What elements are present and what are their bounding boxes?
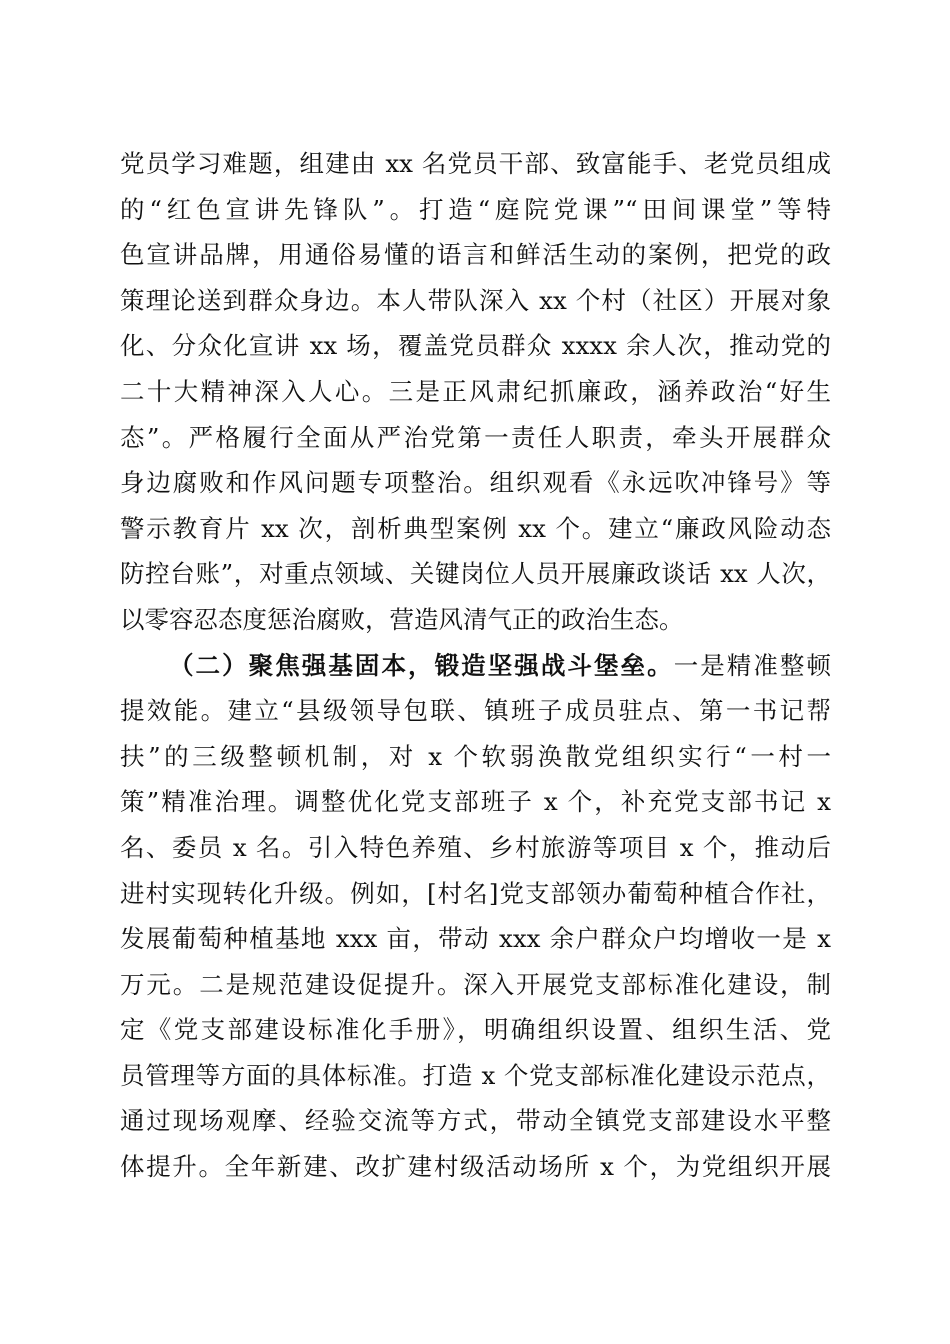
text-line: 体提升。全年新建、改扩建村级活动场所 x 个，为党组织开展: [120, 1152, 831, 1182]
text-line: 提效能。建立“县级领导包联、镇班子成员驻点、第一书记帮: [120, 696, 831, 726]
text-line: 以零容忍态度惩治腐败，营造风清气正的政治生态。: [120, 604, 684, 634]
text-line: 员管理等方面的具体标准。打造 x 个党支部标准化建设示范点，: [120, 1060, 831, 1090]
text-line: 定《党支部建设标准化手册》，明确组织设置、组织生活、党: [120, 1015, 831, 1045]
text-line: 身边腐败和作风问题专项整治。组织观看《永远吹冲锋号》等: [120, 468, 831, 498]
paragraph-1: [120, 141, 831, 643]
paragraph-2: [120, 643, 831, 1190]
text-line: 二十大精神深入人心。三是正风肃纪抓廉政，涵养政治“好生: [120, 376, 831, 406]
text-line: 警示教育片 xx 次，剖析典型案例 xx 个。建立“廉政风险动态: [120, 513, 831, 543]
section-heading: （二）聚焦强基固本，锻造坚强战斗堡垒。: [169, 650, 674, 680]
text-line: 态”。严格履行全面从严治党第一责任人职责，牵头开展群众: [120, 422, 831, 452]
text-line: 发展葡萄种植基地 xxx 亩，带动 xxx 余户群众户均增收一是 x: [120, 924, 831, 954]
text-line: 化、分众化宣讲 xx 场，覆盖党员群众 xxxx 余人次，推动党的: [120, 331, 831, 361]
text-line: 通过现场观摩、经验交流等方式，带动全镇党支部建设水平整: [120, 1106, 831, 1136]
text-line: 防控台账”，对重点领域、关键岗位人员开展廉政谈话 xx 人次，: [120, 559, 831, 589]
section-heading-line: [120, 643, 831, 689]
text-line: 策理论送到群众身边。本人带队深入 xx 个村（社区）开展对象: [120, 285, 831, 315]
text-line: 色宣讲品牌，用通俗易懂的语言和鲜活生动的案例，把党的政: [120, 240, 831, 270]
body-text: [120, 141, 831, 1190]
text-line: 进村实现转化升级。例如，[村名]党支部领办葡萄种植合作社，: [120, 878, 831, 908]
text-line: 名、委员 x 名。引入特色养殖、乡村旅游等项目 x 个，推动后: [120, 832, 831, 862]
text-span: 一是精准整顿: [673, 650, 831, 680]
text-line: 党员学习难题，组建由 xx 名党员干部、致富能手、老党员组成: [120, 149, 831, 178]
text-line: 扶”的三级整顿机制，对 x 个软弱涣散党组织实行“一村一: [120, 741, 831, 771]
text-line: 的“红色宣讲先锋队”。打造“庭院党课”“田间课堂”等特: [120, 194, 831, 224]
text-line: 策”精准治理。调整优化党支部班子 x 个，补充党支部书记 x: [120, 787, 831, 817]
text-line: 万元。二是规范建设促提升。深入开展党支部标准化建设，制: [120, 969, 831, 999]
